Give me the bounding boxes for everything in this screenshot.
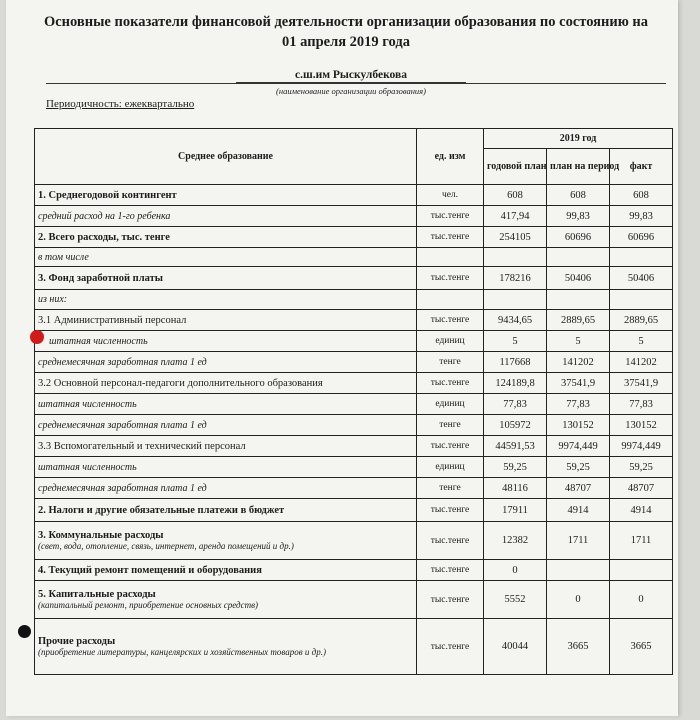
row-fact bbox=[610, 560, 673, 581]
table-row bbox=[35, 619, 673, 675]
row-unit: тыс.тенге bbox=[417, 581, 484, 619]
row-annual: 178216 bbox=[484, 267, 547, 290]
header-annual-plan: годовой план bbox=[484, 149, 547, 185]
row-period: 48707 bbox=[547, 478, 610, 499]
row-annual: 5 bbox=[484, 331, 547, 352]
row-period: 99,83 bbox=[547, 206, 610, 227]
row-period: 77,83 bbox=[547, 394, 610, 415]
row-unit: чел. bbox=[417, 185, 484, 206]
row-period: 130152 bbox=[547, 415, 610, 436]
row-annual: 254105 bbox=[484, 227, 547, 248]
row-label-main: 5. Капитальные расходы bbox=[38, 588, 156, 600]
row-annual: 5552 bbox=[484, 581, 547, 619]
row-period: 141202 bbox=[547, 352, 610, 373]
row-label-note: (свет, вода, отопление, связь, интернет, аренда помещений и др.) bbox=[38, 540, 294, 551]
row-fact: 0 bbox=[610, 581, 673, 619]
table-row bbox=[35, 206, 673, 227]
row-unit: единиц bbox=[417, 331, 484, 352]
row-fact: 48707 bbox=[610, 478, 673, 499]
row-unit bbox=[417, 290, 484, 310]
row-fact: 608 bbox=[610, 185, 673, 206]
row-label: 2. Налоги и другие обязательные платежи в бюджет bbox=[35, 499, 417, 522]
table-row bbox=[35, 310, 673, 331]
row-label: штатная численность bbox=[35, 394, 417, 415]
row-label: 3.2 Основной персонал-педагоги дополнительного образования bbox=[35, 373, 417, 394]
row-fact: 4914 bbox=[610, 499, 673, 522]
table-row bbox=[35, 581, 673, 619]
row-fact: 3665 bbox=[610, 619, 673, 675]
row-period: 3665 bbox=[547, 619, 610, 675]
organization-name: с.ш.им Рыскулбекова bbox=[236, 68, 466, 83]
row-annual: 48116 bbox=[484, 478, 547, 499]
row-label: штатная численность bbox=[35, 457, 417, 478]
row-unit: тыс.тенге bbox=[417, 310, 484, 331]
table-row bbox=[35, 248, 673, 267]
table-row bbox=[35, 373, 673, 394]
row-unit: тенге bbox=[417, 352, 484, 373]
periodicity-label: Периодичность: ежеквартально bbox=[46, 98, 195, 110]
row-unit: тыс.тенге bbox=[417, 560, 484, 581]
row-unit: тыс.тенге bbox=[417, 619, 484, 675]
row-annual: 117668 bbox=[484, 352, 547, 373]
table-row bbox=[35, 415, 673, 436]
row-period bbox=[547, 248, 610, 267]
row-label-note: (приобретение литературы, канцелярских и хозяйственных товаров и др.) bbox=[38, 646, 326, 657]
row-unit: тыс.тенге bbox=[417, 227, 484, 248]
row-fact: 1711 bbox=[610, 522, 673, 560]
row-fact: 2889,65 bbox=[610, 310, 673, 331]
header-unit: ед. изм bbox=[417, 129, 484, 185]
row-period: 37541,9 bbox=[547, 373, 610, 394]
row-unit bbox=[417, 248, 484, 267]
row-unit: тыс.тенге bbox=[417, 436, 484, 457]
row-label: в том числе bbox=[35, 248, 417, 267]
row-label-note: (капитальный ремонт, приобретение основных средств) bbox=[38, 599, 258, 610]
row-annual: 77,83 bbox=[484, 394, 547, 415]
document-sheet bbox=[6, 0, 678, 716]
row-period bbox=[547, 290, 610, 310]
row-period: 9974,449 bbox=[547, 436, 610, 457]
row-label: 4. Текущий ремонт помещений и оборудования bbox=[35, 560, 417, 581]
row-period: 50406 bbox=[547, 267, 610, 290]
row-label: среднемесячная заработная плата 1 ед bbox=[35, 478, 417, 499]
row-period: 2889,65 bbox=[547, 310, 610, 331]
table-row bbox=[35, 352, 673, 373]
header-fact: факт bbox=[610, 149, 673, 185]
row-label-main: 3. Коммунальные расходы bbox=[38, 529, 164, 541]
row-fact: 99,83 bbox=[610, 206, 673, 227]
row-fact: 37541,9 bbox=[610, 373, 673, 394]
row-annual: 44591,53 bbox=[484, 436, 547, 457]
row-fact: 130152 bbox=[610, 415, 673, 436]
row-annual: 59,25 bbox=[484, 457, 547, 478]
header-year: 2019 год bbox=[484, 129, 673, 149]
table-row bbox=[35, 457, 673, 478]
header-main: Среднее образование bbox=[35, 129, 417, 185]
row-fact: 50406 bbox=[610, 267, 673, 290]
row-fact: 5 bbox=[610, 331, 673, 352]
row-annual bbox=[484, 248, 547, 267]
organization-caption: (наименование организации образования) bbox=[276, 86, 426, 96]
row-unit: тыс.тенге bbox=[417, 522, 484, 560]
row-annual: 17911 bbox=[484, 499, 547, 522]
row-annual: 0 bbox=[484, 560, 547, 581]
row-label: из них: bbox=[35, 290, 417, 310]
row-label: 1. Среднегодовой контингент bbox=[35, 185, 417, 206]
row-fact bbox=[610, 290, 673, 310]
row-unit: тыс.тенге bbox=[417, 206, 484, 227]
table-row bbox=[35, 478, 673, 499]
row-period: 5 bbox=[547, 331, 610, 352]
organization-underline bbox=[46, 83, 666, 84]
row-annual: 9434,65 bbox=[484, 310, 547, 331]
row-fact: 60696 bbox=[610, 227, 673, 248]
row-label: средний расход на 1-го ребенка bbox=[35, 206, 417, 227]
table-row bbox=[35, 267, 673, 290]
row-period: 59,25 bbox=[547, 457, 610, 478]
row-annual: 124189,8 bbox=[484, 373, 547, 394]
document-title: Основные показатели финансовой деятельности организации образования по состоянию на 01 апреля 2019 года bbox=[43, 14, 649, 50]
row-label: 3.1 Административный персонал bbox=[35, 310, 417, 331]
black-marker-dot bbox=[18, 625, 31, 638]
row-annual: 105972 bbox=[484, 415, 547, 436]
table-row bbox=[35, 394, 673, 415]
row-period: 1711 bbox=[547, 522, 610, 560]
red-marker-dot bbox=[30, 330, 44, 344]
table-row bbox=[35, 331, 673, 352]
row-label: среднемесячная заработная плата 1 ед bbox=[35, 415, 417, 436]
row-unit: тыс.тенге bbox=[417, 373, 484, 394]
row-unit: тенге bbox=[417, 478, 484, 499]
row-fact: 77,83 bbox=[610, 394, 673, 415]
table-row bbox=[35, 560, 673, 581]
row-period: 4914 bbox=[547, 499, 610, 522]
table-row bbox=[35, 227, 673, 248]
row-label-main: Прочие расходы bbox=[38, 635, 116, 647]
row-period: 608 bbox=[547, 185, 610, 206]
row-label: штатная численность bbox=[35, 331, 417, 352]
row-fact: 9974,449 bbox=[610, 436, 673, 457]
row-label: 2. Всего расходы, тыс. тенге bbox=[35, 227, 417, 248]
table-row bbox=[35, 185, 673, 206]
row-fact bbox=[610, 248, 673, 267]
row-period bbox=[547, 560, 610, 581]
row-unit: тыс.тенге bbox=[417, 499, 484, 522]
row-unit: единиц bbox=[417, 457, 484, 478]
header-period-plan: план на период bbox=[547, 149, 610, 185]
row-fact: 141202 bbox=[610, 352, 673, 373]
row-label: 3. Фонд заработной платы bbox=[35, 267, 417, 290]
financial-indicators-table bbox=[34, 128, 673, 675]
row-unit: единиц bbox=[417, 394, 484, 415]
row-label bbox=[35, 619, 417, 675]
table-row bbox=[35, 290, 673, 310]
row-label: 3.3 Вспомогательный и технический персонал bbox=[35, 436, 417, 457]
table-row bbox=[35, 436, 673, 457]
row-period: 0 bbox=[547, 581, 610, 619]
row-label bbox=[35, 581, 417, 619]
row-annual: 12382 bbox=[484, 522, 547, 560]
row-annual: 608 bbox=[484, 185, 547, 206]
row-annual bbox=[484, 290, 547, 310]
row-annual: 417,94 bbox=[484, 206, 547, 227]
table-row bbox=[35, 522, 673, 560]
row-unit: тенге bbox=[417, 415, 484, 436]
row-annual: 40044 bbox=[484, 619, 547, 675]
row-fact: 59,25 bbox=[610, 457, 673, 478]
row-label: среднемесячная заработная плата 1 ед bbox=[35, 352, 417, 373]
row-period: 60696 bbox=[547, 227, 610, 248]
row-label bbox=[35, 522, 417, 560]
table-row bbox=[35, 499, 673, 522]
row-unit: тыс.тенге bbox=[417, 267, 484, 290]
